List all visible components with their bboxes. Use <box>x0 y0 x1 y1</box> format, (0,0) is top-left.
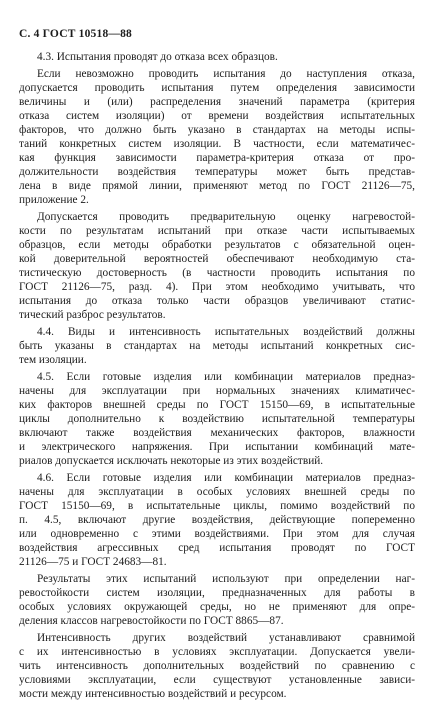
text-line: или одновременно с этими воздействиями. При этом для случая <box>19 528 415 540</box>
text-line: чить интенсивность дополнительных воздействий по сравнению с <box>19 660 415 672</box>
text-line: п. 4.5, включают другие воздействия, действующие попеременно <box>19 514 415 526</box>
paragraph <box>19 370 415 468</box>
text-line: с их интенсивностью в условиях эксплуатации. Допускается увели- <box>19 646 415 658</box>
text-line: 4.6. Если готовые изделия или комбинации материалов предназ- <box>37 472 415 484</box>
text-line: начены для эксплуатации в особых условиях внешней среды по <box>19 486 415 498</box>
text-line: кой доверительной вероятностей обеспечивают необходимую ста- <box>19 253 415 265</box>
text-line: приложение 2. <box>19 194 89 206</box>
text-line: 4.3. Испытания проводят до отказа всех образцов. <box>37 51 278 63</box>
text-line: ГОСТ 15150—69, в испытательные циклы, помимо воздействий по <box>19 500 415 512</box>
text-line: риалов допускается исключать некоторые из этих воздействий. <box>19 455 324 467</box>
text-line: мости между интенсивностью воздействий и ресурсом. <box>19 688 287 700</box>
paragraph <box>19 572 415 628</box>
paragraph <box>19 210 415 322</box>
text-line: особых условиях окружающей среды, но не применяют для опре- <box>19 601 415 613</box>
text-line: включают также воздействия механических факторов, влажности <box>19 427 415 439</box>
text-line: ких факторов внешней среды по ГОСТ 15150—69, в испытательные <box>19 399 415 411</box>
text-line: должительности воздействия температуры может быть представ- <box>19 166 415 178</box>
text-line: Интенсивность других воздействий устанавливают сравнимой <box>37 632 415 644</box>
text-line: тический разброс результатов. <box>19 309 166 321</box>
document-body <box>19 50 415 701</box>
text-line: отказа систем изоляции) от времени воздействия испытательных <box>19 110 415 122</box>
text-line: 21126—75 и ГОСТ 24683—81. <box>19 556 167 568</box>
text-line: деления классов нагревостойкости по ГОСТ 8865—87. <box>19 615 284 627</box>
text-line: Результаты этих испытаний используют при определении наг- <box>37 573 415 585</box>
text-line: тем изоляции. <box>19 354 87 366</box>
text-line: испытания до отказа только части образцов увеличивают статис- <box>19 295 415 307</box>
text-line: таний конкретных систем изоляции. В частности, если математичес- <box>19 138 415 150</box>
text-line: кости по результатам испытаний при отказе части испытываемых <box>19 225 415 237</box>
text-line: условиями эксплуатации, если существуют установленные зависи- <box>19 674 415 686</box>
text-line: Если невозможно проводить испытания до наступления отказа, <box>37 68 415 80</box>
text-line: тистическую достоверность (в частности проводить испытания по <box>19 267 415 279</box>
text-line: 4.4. Виды и интенсивность испытательных воздействий должны <box>37 326 415 338</box>
text-line: ГОСТ 21126—75, разд. 4). При этом необходимо учитывать, что <box>19 281 415 293</box>
text-line: лена в виде прямой линии, применяют метод по ГОСТ 21126—75, <box>19 180 415 192</box>
text-line: циклы дополнительно к воздействию испытательной температуры <box>19 413 415 425</box>
text-line: ревостойкости систем изоляции, предназначенных для работы в <box>19 587 415 599</box>
paragraph <box>19 325 415 367</box>
text-line: кая функция зависимости параметра-критерия отказа от про- <box>19 152 415 164</box>
paragraph <box>19 50 415 64</box>
page-header: С. 4 ГОСТ 10518—88 <box>19 28 132 40</box>
text-line: воздействия агрессивных сред испытания проводят по ГОСТ <box>19 542 415 554</box>
paragraph <box>19 631 415 701</box>
text-line: быть указаны в стандартах на методы испытаний конкретных сис- <box>19 340 415 352</box>
text-line: образцов, если методы обработки результатов с обязательной оцен- <box>19 239 415 251</box>
text-line: факторов, что должно быть указано в стандартах на методы испы- <box>19 124 415 136</box>
paragraph <box>19 471 415 569</box>
text-line: начены для эксплуатации при нормальных значениях климатичес- <box>19 385 415 397</box>
text-line: Допускается проводить предварительную оценку нагревостой- <box>37 211 415 223</box>
paragraph <box>19 67 415 207</box>
text-line: и электрического напряжения. При испытании комбинаций мате- <box>19 441 415 453</box>
text-line: 4.5. Если готовые изделия или комбинации материалов предназ- <box>37 371 415 383</box>
text-line: допускается проводить испытания путем определения зависимости <box>19 82 415 94</box>
text-line: величины и (или) распределения значений параметра (критерия <box>19 96 415 108</box>
